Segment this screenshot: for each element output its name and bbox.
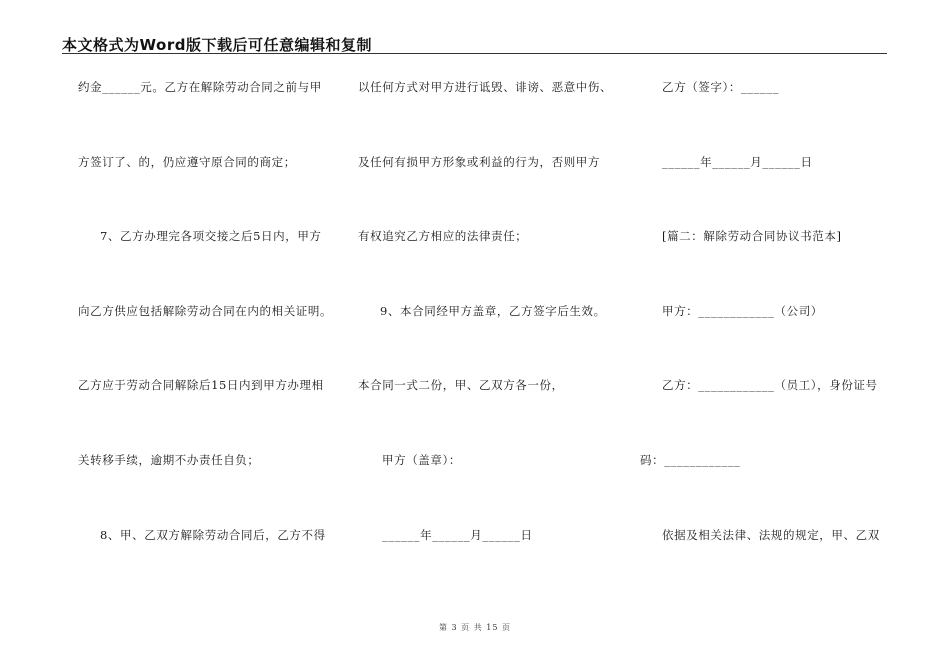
text-column-1 bbox=[78, 0, 333, 672]
text-column-2 bbox=[358, 0, 618, 672]
column-1-line-2: 方签订了、的，仍应遵守原合同的商定； bbox=[78, 155, 296, 169]
column-2-line-6: 甲方（盖章）： bbox=[382, 453, 461, 467]
column-1-line-5: 乙方应于劳动合同解除后15日内到甲方办理相 bbox=[78, 378, 324, 392]
column-1-line-6: 关转移手续，逾期不办责任自负； bbox=[78, 453, 260, 467]
column-3-line-4: 甲方：____________（公司） bbox=[662, 304, 823, 318]
column-1-line-3: 7、乙方办理完各项交接之后5日内，甲方 bbox=[100, 229, 322, 243]
column-1-line-7: 8、甲、乙双方解除劳动合同后，乙方不得 bbox=[100, 528, 326, 542]
column-3-line-2: ______年______月______日 bbox=[662, 155, 813, 169]
column-3-line-5: 乙方：____________（员工），身份证号 bbox=[662, 378, 878, 392]
column-2-line-1: 以任何方式对甲方进行诋毁、诽谤、恶意中伤、 bbox=[358, 80, 613, 94]
column-3-line-3: [篇二：解除劳动合同协议书范本] bbox=[662, 229, 842, 243]
column-2-line-7: ______年______月______日 bbox=[382, 528, 533, 542]
column-3-line-6: 码：____________ bbox=[640, 453, 741, 467]
text-column-3 bbox=[640, 0, 885, 672]
document-header-title: 本文格式为Word版下载后可任意编辑和复制 bbox=[62, 36, 372, 54]
column-2-line-3: 有权追究乙方相应的法律责任； bbox=[358, 229, 528, 243]
column-3-line-1: 乙方（签字）：______ bbox=[662, 80, 780, 94]
column-3-line-7: 依据及相关法律、法规的规定，甲、乙双 bbox=[662, 528, 880, 542]
page-number-footer: 第 3 页 共 15 页 bbox=[439, 623, 511, 632]
column-2-line-4: 9、本合同经甲方盖章，乙方签字后生效。 bbox=[380, 304, 606, 318]
column-2-line-5: 本合同一式二份，甲、乙双方各一份， bbox=[358, 378, 564, 392]
column-2-line-2: 及任何有损甲方形象或利益的行为，否则甲方 bbox=[358, 155, 600, 169]
column-1-line-1: 约金______元。乙方在解除劳动合同之前与甲 bbox=[78, 80, 322, 94]
column-1-line-4: 向乙方供应包括解除劳动合同在内的相关证明。 bbox=[78, 304, 333, 318]
